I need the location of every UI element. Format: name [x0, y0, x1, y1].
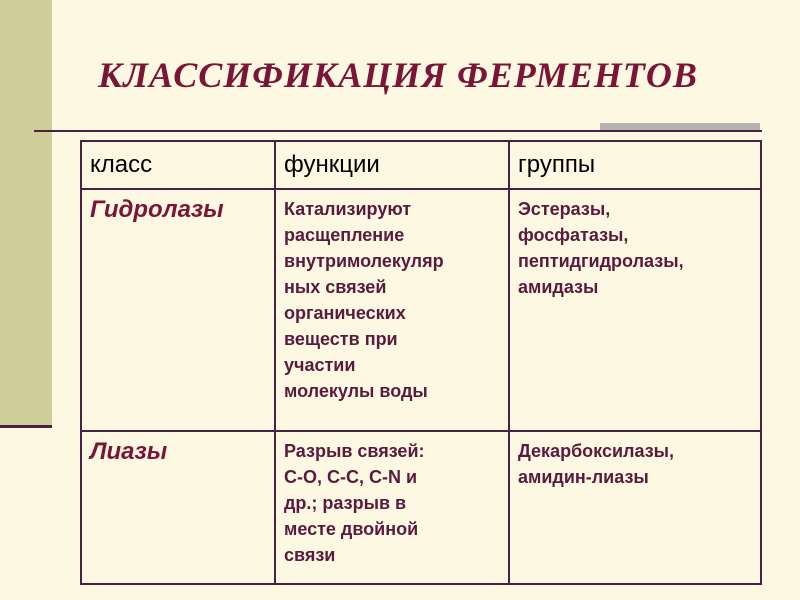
functions-line: веществ при — [284, 329, 398, 349]
functions-line: месте двойной — [284, 519, 419, 539]
functions-line: участии — [284, 355, 356, 375]
header-functions: функции — [275, 141, 509, 189]
functions-line: органических — [284, 303, 406, 323]
side-decor-edge — [0, 425, 52, 428]
groups-line: пептидгидролазы, — [518, 251, 684, 271]
functions-line: молекулы воды — [284, 381, 428, 401]
header-groups: группы — [509, 141, 761, 189]
functions-line: Разрыв связей: — [284, 441, 425, 461]
page-title: КЛАССИФИКАЦИЯ ФЕРМЕНТОВ — [98, 55, 698, 95]
functions-cell — [275, 431, 509, 584]
groups-line: Декарбоксилазы, — [518, 441, 675, 461]
table-header-row — [81, 141, 761, 189]
groups-cell — [509, 189, 761, 431]
enzyme-classification-table — [80, 140, 762, 585]
groups-line: Эстеразы, — [518, 199, 611, 219]
groups-line: амидин-лиазы — [518, 467, 649, 487]
functions-cell — [275, 189, 509, 431]
groups-line: амидазы — [518, 277, 599, 297]
functions-line: расщепление — [284, 225, 405, 245]
functions-line: ных связей — [284, 277, 387, 297]
functions-line: связи — [284, 545, 336, 565]
functions-line: внутримолекуляр — [284, 251, 444, 271]
functions-line: Катализируют — [284, 199, 412, 219]
class-cell: Лиазы — [81, 431, 275, 584]
header-class: класс — [81, 141, 275, 189]
class-cell: Гидролазы — [81, 189, 275, 431]
side-decor-bar — [0, 0, 52, 425]
table-row — [81, 189, 761, 431]
groups-line: фосфатазы, — [518, 225, 629, 245]
groups-cell — [509, 431, 761, 584]
title-rule — [34, 130, 762, 132]
table-row — [81, 431, 761, 584]
functions-line: С-О, С-С, С-N и — [284, 467, 418, 487]
functions-line: др.; разрыв в — [284, 493, 407, 513]
